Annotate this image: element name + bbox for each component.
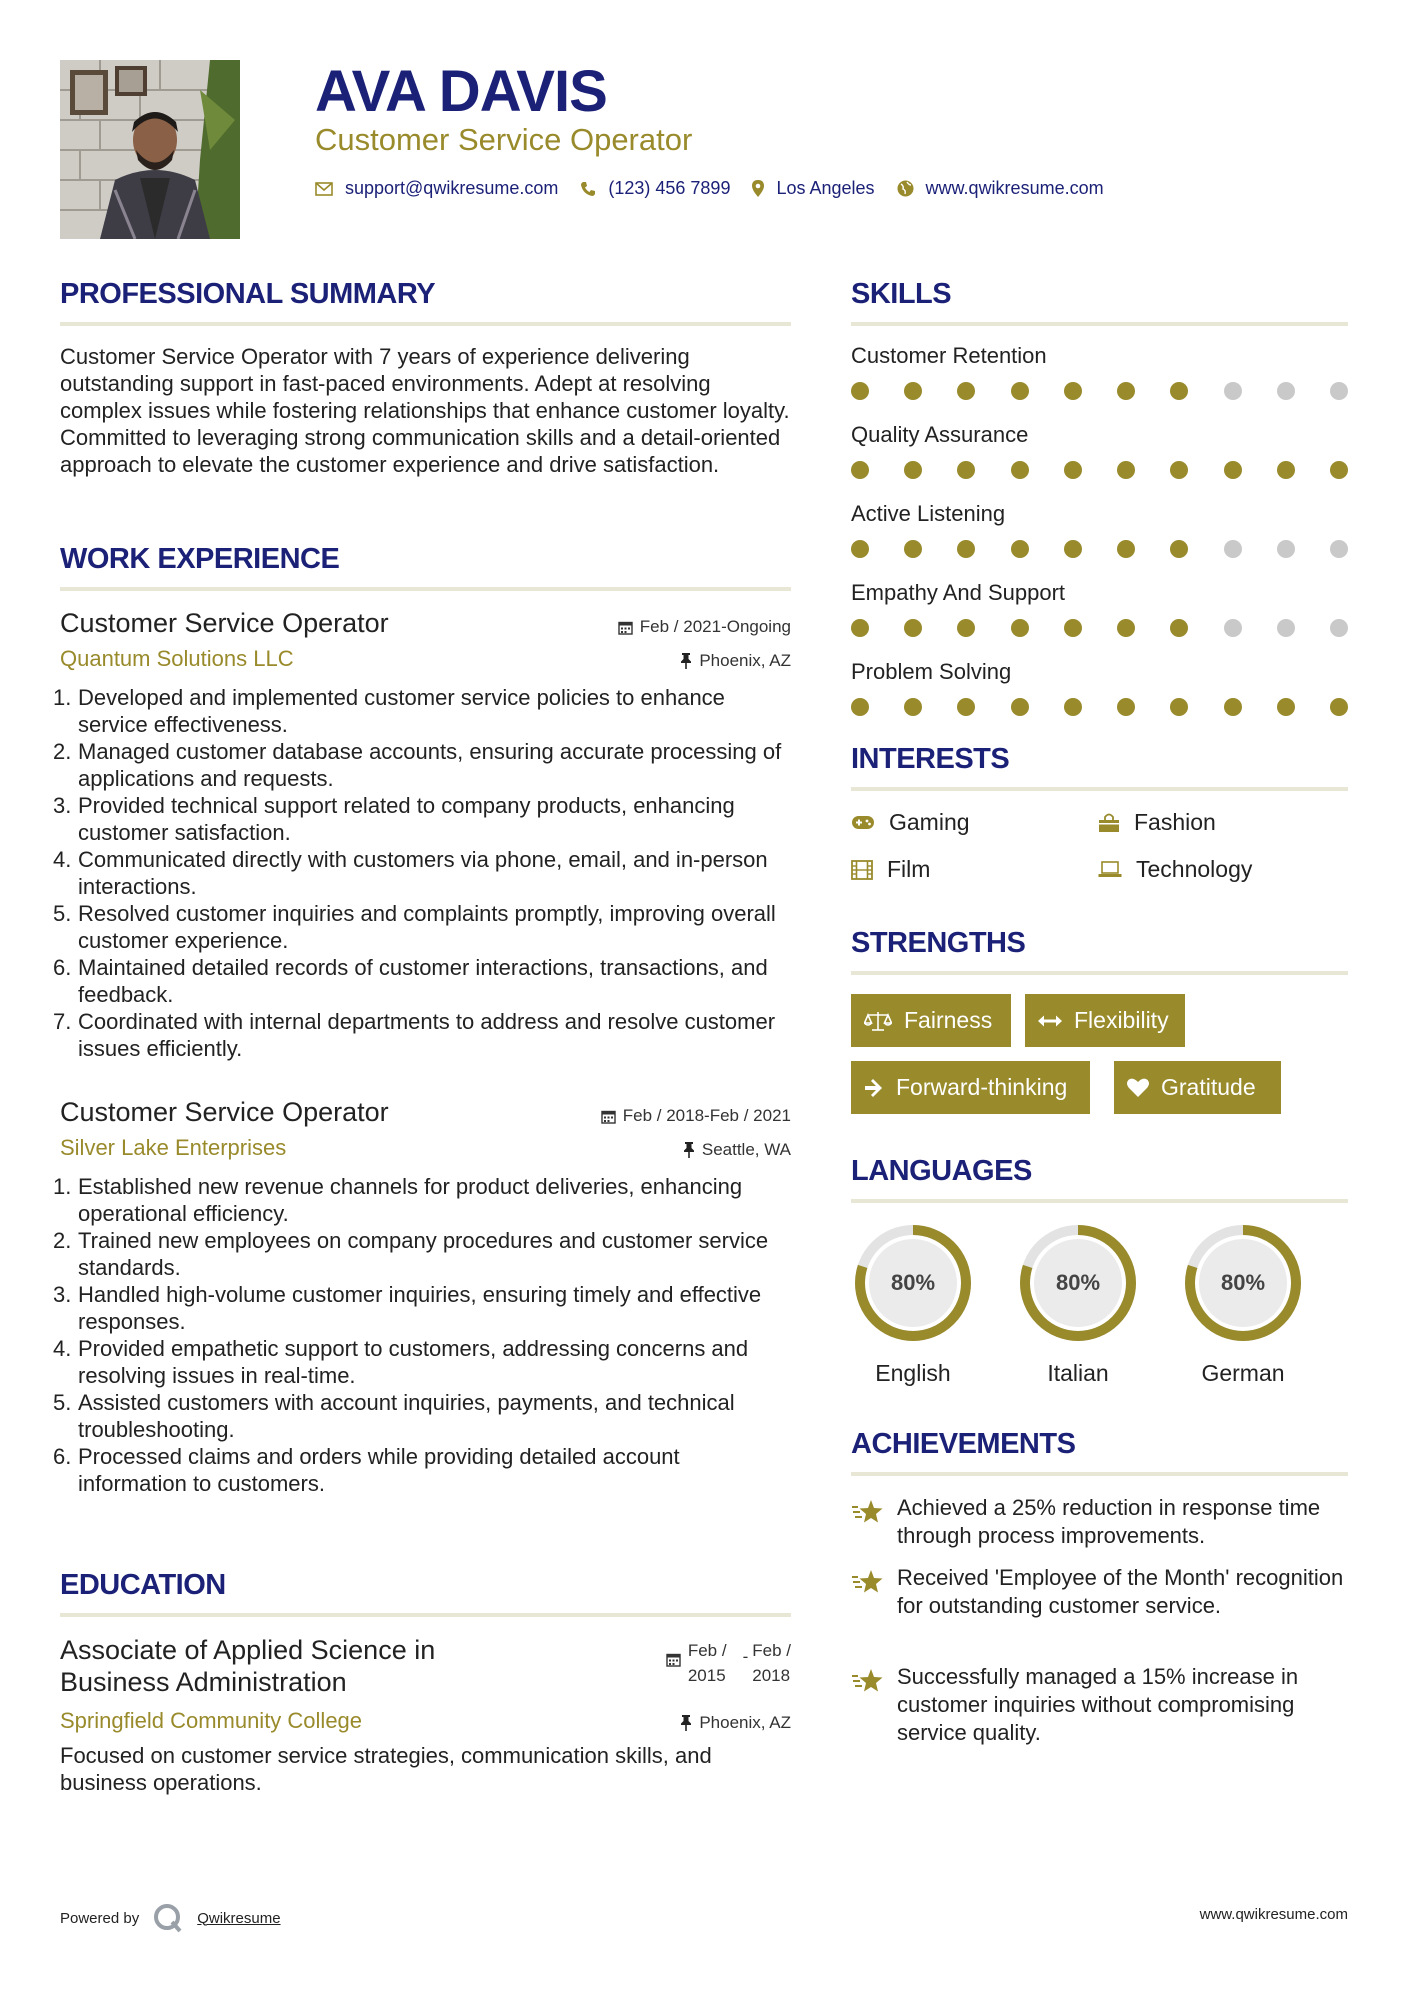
section-divider (851, 1472, 1348, 1476)
rating-dot-empty (1224, 540, 1242, 558)
pushpin-icon (680, 653, 692, 669)
education-location (680, 1713, 791, 1733)
star-medal-icon (851, 1667, 885, 1695)
rating-dot-filled (1224, 461, 1242, 479)
rating-dot-filled (1117, 382, 1135, 400)
rating-dot-filled (904, 461, 922, 479)
list-item: 4. Communicated directly with customers via phone, email, and in-person interactions. (53, 847, 768, 899)
rating-dot-empty (1277, 382, 1295, 400)
email-text: support@qwikresume.com (345, 178, 559, 198)
interest-fashion: Fashion (1098, 809, 1216, 836)
section-divider (851, 787, 1348, 791)
envelope-icon (315, 182, 333, 196)
heart-icon (1127, 1078, 1149, 1097)
list-item: 4. Provided empathetic support to customers, addressing concerns and resolving issues in real-time. (53, 1336, 749, 1388)
languages-section (851, 1155, 1348, 1401)
rating-dot-filled (851, 540, 869, 558)
achievement-item: Successfully managed a 15% increase in customer inquiries without compromising service quality. (851, 1663, 1347, 1747)
language-item (1016, 1221, 1140, 1387)
rating-dot-filled (1170, 698, 1188, 716)
rating-dot-filled (1117, 461, 1135, 479)
interests-section (851, 743, 1348, 904)
phone-icon (580, 181, 596, 197)
school-name: Springfield Community College (60, 1708, 363, 1733)
job-entry (53, 1097, 791, 1497)
candidate-name: AVA DAVIS (315, 59, 607, 124)
achievement-item: Received 'Employee of the Month' recognition for outstanding customer service. (851, 1564, 1347, 1620)
summary-text: Customer Service Operator with 7 years of experience delivering outstanding support in fast-paced environments. Adept at resolving complex issues while fostering relationships that enhance customer loyalty. Committed to leveraging strong communication skills and a detail-oriented approach to elevate the customer experience and drive satisfaction. (60, 344, 790, 477)
calendar-icon (666, 1652, 681, 1667)
rating-dot-filled (1011, 619, 1029, 637)
list-item: 5. Resolved customer inquiries and complaints promptly, improving overall customer experience. (53, 901, 776, 953)
skill-name: Customer Retention (851, 343, 1047, 368)
language-percent: 80% (890, 1270, 936, 1295)
section-divider (60, 587, 791, 591)
education-start-year: 2015 (687, 1666, 726, 1685)
strength-tag-flexibility: Flexibility (1025, 994, 1185, 1047)
rating-dot-filled (1064, 540, 1082, 558)
rating-dot-filled (1170, 619, 1188, 637)
rating-dot-filled (1170, 382, 1188, 400)
education-description: Focused on customer service strategies, communication skills, and business operations. (60, 1743, 712, 1795)
achievement-item: Achieved a 25% reduction in response time through process improvements. (851, 1494, 1347, 1550)
strengths-heading: STRENGTHS (851, 927, 1026, 959)
strengths-section (851, 927, 1348, 1124)
candidate-title: Customer Service Operator (315, 122, 693, 157)
rating-dot-filled (904, 540, 922, 558)
languages-heading: LANGUAGES (851, 1155, 1032, 1187)
rating-dot-filled (1011, 540, 1029, 558)
job-title: Customer Service Operator (60, 608, 389, 638)
rating-dot-filled (1170, 540, 1188, 558)
strength-tag-gratitude: Gratitude (1114, 1061, 1281, 1114)
job-bullets (53, 1173, 791, 1497)
education-end-year: 2018 (752, 1666, 791, 1685)
list-item: 5. Assisted customers with account inquiries, payments, and technical troubleshooting. (53, 1390, 735, 1442)
skill-item (851, 659, 1348, 716)
job-location (680, 651, 791, 671)
rating-dot-filled (1011, 461, 1029, 479)
rating-dot-empty (1330, 619, 1348, 637)
job-location-text: Seattle, WA (701, 1140, 791, 1159)
rating-dot-filled (851, 461, 869, 479)
section-divider (851, 971, 1348, 975)
language-percent: 80% (1220, 1270, 1266, 1295)
language-percent: 80% (1055, 1270, 1101, 1295)
skill-item (851, 343, 1348, 400)
education-end-month: Feb / (752, 1641, 791, 1660)
strength-tag-fairness: Fairness (851, 994, 1011, 1047)
rating-dot-filled (851, 619, 869, 637)
rating-dot-empty (1224, 619, 1242, 637)
language-name: English (875, 1360, 951, 1386)
rating-dot-filled (1064, 619, 1082, 637)
achievements-heading: ACHIEVEMENTS (851, 1428, 1076, 1460)
powered-by-text: Powered by (60, 1909, 140, 1927)
brand-link[interactable]: Qwikresume (197, 1909, 281, 1927)
skill-name: Empathy And Support (851, 580, 1066, 605)
job-date (618, 617, 791, 637)
globe-icon (897, 180, 914, 197)
summary-heading: PROFESSIONAL SUMMARY (60, 278, 436, 310)
rating-dot-filled (957, 540, 975, 558)
achievements-section (851, 1428, 1348, 1754)
interest-film: Film (851, 856, 930, 883)
footer-powered-by (60, 1903, 281, 1933)
rating-dot-filled (957, 382, 975, 400)
qwikresume-logo-icon (153, 1903, 183, 1933)
skill-name: Quality Assurance (851, 422, 1029, 447)
pushpin-icon (680, 1715, 692, 1731)
contact-location (752, 178, 874, 199)
skill-rating (851, 619, 1348, 637)
degree-title: Associate of Applied Science in Business Administration (60, 1635, 436, 1697)
skill-name: Active Listening (851, 501, 1006, 526)
education-heading: EDUCATION (60, 1569, 226, 1601)
section-divider (851, 1199, 1348, 1203)
location-text: Los Angeles (776, 178, 875, 198)
rating-dot-filled (1117, 698, 1135, 716)
language-name: German (1201, 1360, 1285, 1386)
skill-rating (851, 698, 1348, 716)
rating-dot-filled (1330, 698, 1348, 716)
rating-dot-filled (1277, 698, 1295, 716)
skill-name: Problem Solving (851, 659, 1012, 684)
strength-tag-forward-thinking: Forward-thinking (851, 1061, 1090, 1114)
rating-dot-filled (1011, 698, 1029, 716)
arrow-right-icon (864, 1079, 884, 1097)
language-name: Italian (1047, 1360, 1109, 1386)
star-medal-icon (851, 1568, 885, 1596)
job-location (683, 1140, 791, 1160)
shopping-bag-icon (1098, 813, 1120, 833)
education-section (60, 1569, 791, 1796)
experience-heading: WORK EXPERIENCE (60, 543, 340, 575)
job-bullets (53, 684, 791, 1062)
company-name: Quantum Solutions LLC (60, 646, 294, 671)
section-divider (60, 1613, 791, 1617)
list-item: 1. Established new revenue channels for product deliveries, enhancing operational efficiency. (53, 1174, 743, 1226)
interest-technology: Technology (1098, 856, 1252, 883)
job-entry (53, 608, 791, 1062)
list-item: 7. Coordinated with internal departments to address and resolve customer issues efficiently. (53, 1009, 776, 1061)
job-title: Customer Service Operator (60, 1097, 389, 1127)
rating-dot-filled (1117, 540, 1135, 558)
education-date-separator: - (742, 1647, 749, 1666)
rating-dot-filled (1224, 698, 1242, 716)
section-divider (60, 322, 791, 326)
rating-dot-filled (904, 698, 922, 716)
job-date-text: Feb / 2021-Ongoing (639, 617, 791, 636)
list-item: 6. Processed claims and orders while providing detailed account information to customers. (53, 1444, 680, 1496)
footer-url[interactable]: www.qwikresume.com (1199, 1906, 1348, 1923)
job-location-text: Phoenix, AZ (699, 651, 791, 670)
skill-item (851, 580, 1348, 637)
rating-dot-filled (1011, 382, 1029, 400)
rating-dot-filled (1064, 461, 1082, 479)
skill-rating (851, 461, 1348, 479)
contact-email[interactable] (315, 178, 558, 199)
skill-item (851, 422, 1348, 479)
profile-photo (60, 60, 240, 239)
rating-dot-filled (1064, 382, 1082, 400)
laptop-icon (1098, 861, 1122, 878)
list-item: 2. Trained new employees on company procedures and customer service standards. (53, 1228, 769, 1280)
pushpin-icon (683, 1142, 695, 1158)
education-location-text: Phoenix, AZ (699, 1713, 791, 1732)
skills-section (851, 278, 1348, 716)
skills-heading: SKILLS (851, 278, 952, 310)
website-text: www.qwikresume.com (925, 178, 1104, 198)
rating-dot-filled (1277, 461, 1295, 479)
phone-text: (123) 456 7899 (608, 178, 731, 198)
list-item: 2. Managed customer database accounts, ensuring accurate processing of applications and requests. (53, 739, 782, 791)
contact-website[interactable] (897, 178, 1104, 199)
star-medal-icon (851, 1498, 885, 1526)
list-item: 1. Developed and implemented customer service policies to enhance service effectiveness. (53, 685, 725, 737)
balance-scale-icon (864, 1010, 892, 1032)
rating-dot-empty (1277, 540, 1295, 558)
rating-dot-filled (1330, 461, 1348, 479)
contact-phone[interactable] (580, 178, 730, 199)
rating-dot-filled (904, 619, 922, 637)
job-date-text: Feb / 2018-Feb / 2021 (622, 1106, 791, 1125)
calendar-icon (618, 620, 633, 635)
film-icon (851, 860, 873, 880)
rating-dot-filled (851, 698, 869, 716)
rating-dot-filled (1170, 461, 1188, 479)
section-divider (851, 322, 1348, 326)
skill-rating (851, 382, 1348, 400)
summary-section (60, 278, 791, 478)
rating-dot-filled (1064, 698, 1082, 716)
contact-bar (315, 178, 1126, 199)
language-item (851, 1221, 975, 1387)
gamepad-icon (851, 815, 875, 830)
rating-dot-empty (1224, 382, 1242, 400)
map-pin-icon (752, 180, 764, 197)
calendar-icon (601, 1109, 616, 1124)
company-name: Silver Lake Enterprises (60, 1135, 287, 1160)
rating-dot-filled (1117, 619, 1135, 637)
rating-dot-empty (1277, 619, 1295, 637)
rating-dot-filled (851, 382, 869, 400)
list-item: 3. Provided technical support related to company products, enhancing customer satisfaction. (53, 793, 735, 845)
education-start-month: Feb / (687, 1641, 727, 1660)
arrows-horizontal-icon (1038, 1015, 1062, 1027)
experience-section (53, 543, 791, 1062)
interest-gaming: Gaming (851, 809, 970, 836)
interests-heading: INTERESTS (851, 743, 1010, 775)
skill-item (851, 501, 1348, 558)
rating-dot-empty (1330, 540, 1348, 558)
rating-dot-filled (957, 461, 975, 479)
list-item: 6. Maintained detailed records of customer interactions, transactions, and feedback. (53, 955, 768, 1007)
rating-dot-empty (1330, 382, 1348, 400)
rating-dot-filled (904, 382, 922, 400)
list-item: 3. Handled high-volume customer inquiries, ensuring timely and effective responses. (53, 1282, 762, 1334)
rating-dot-filled (957, 698, 975, 716)
language-item (1181, 1221, 1305, 1387)
skill-rating (851, 540, 1348, 558)
job-date (601, 1106, 791, 1126)
rating-dot-filled (957, 619, 975, 637)
education-date (666, 1638, 791, 1688)
